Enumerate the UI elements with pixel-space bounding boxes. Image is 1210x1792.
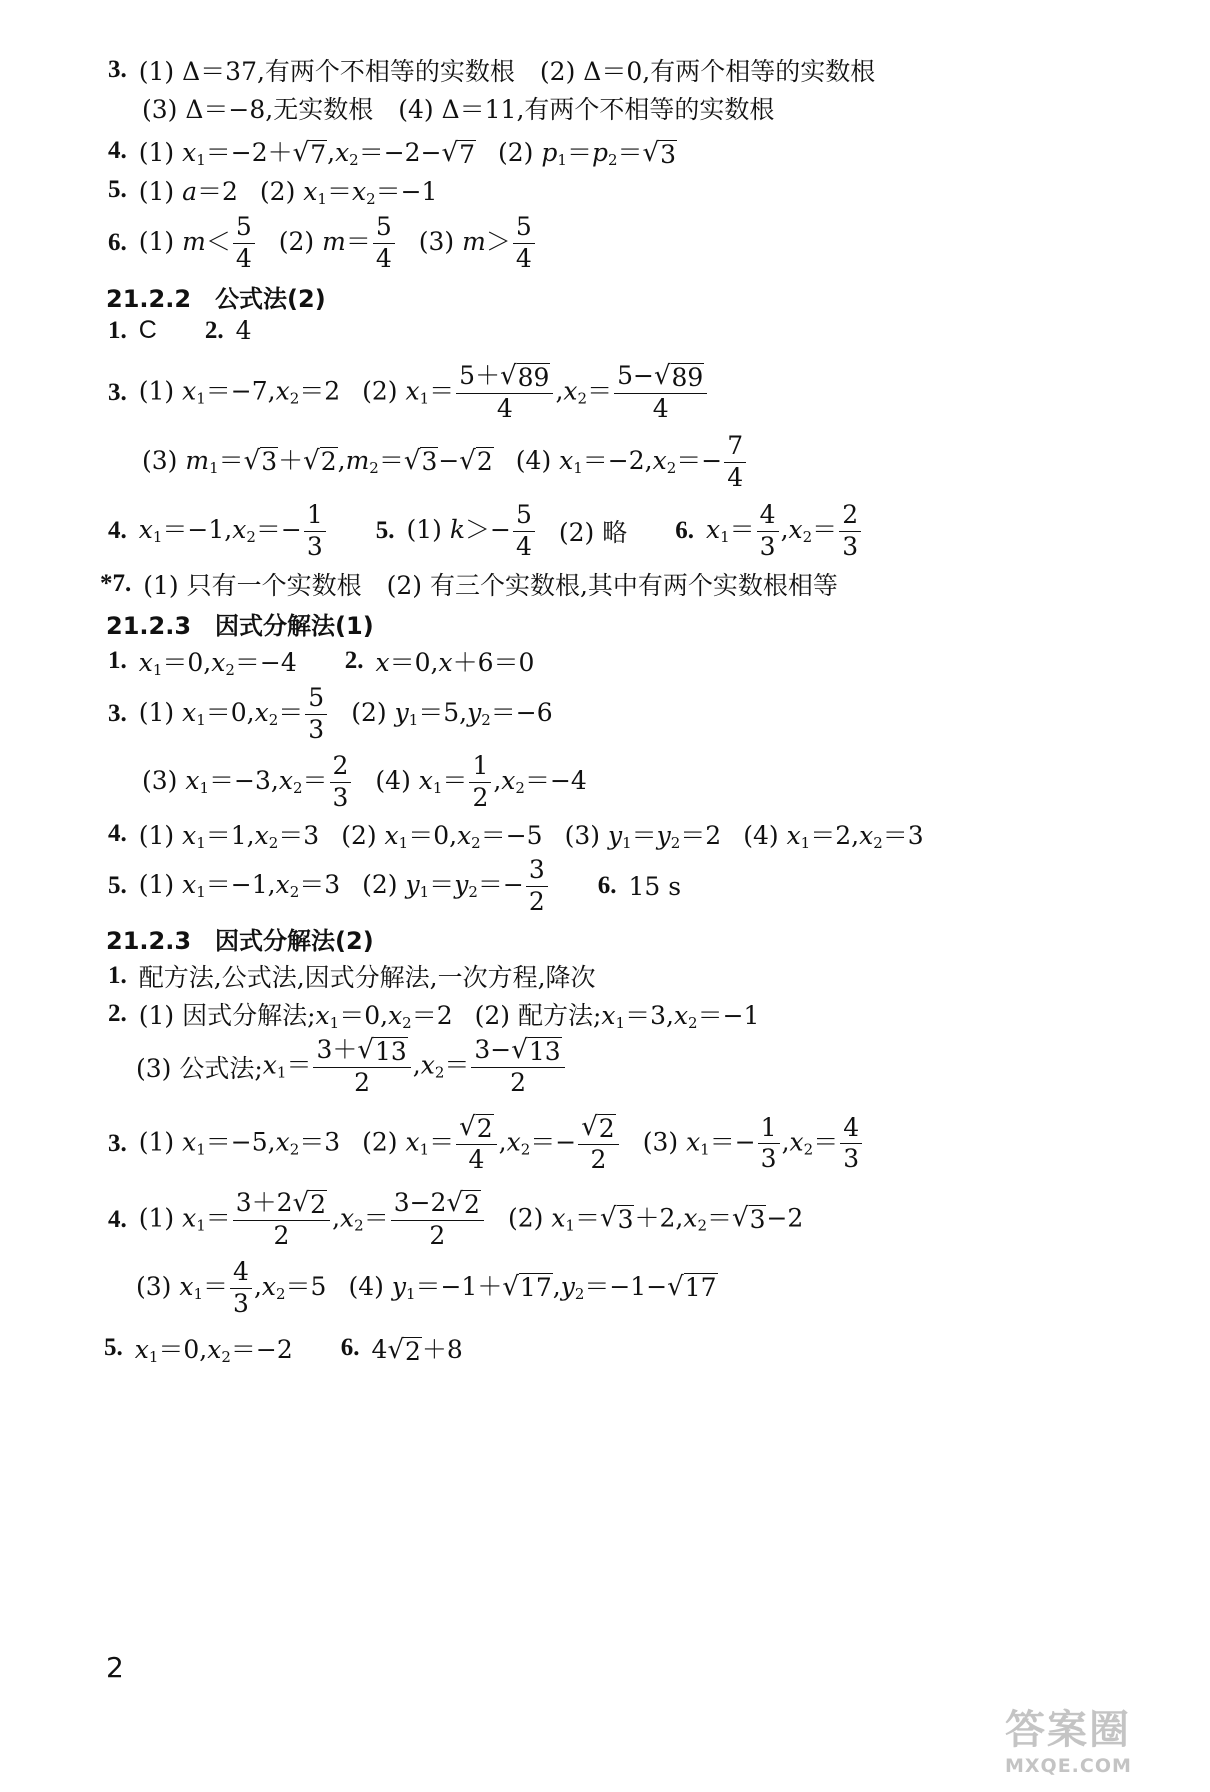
answer-4-5-6 <box>108 501 863 562</box>
formula: x＝0,x＋6＝0 <box>375 648 535 677</box>
item-number: 6. <box>675 517 694 545</box>
item-number: 1. <box>108 647 127 674</box>
answer-3-formula-1 <box>108 684 553 745</box>
answer-4-line-2 <box>136 1258 718 1319</box>
formula: (1) $x_1=-1,x_2=3$ (2) $y_1=y_2=-$ $\frac{3}{2}$ <box>139 856 550 917</box>
formula: (1) $x_1=-7,x_2=2$ (2) $x_1=$ 5＋ √ 89 4 $,x_2=$ 5− √ 89 4 <box>139 362 710 424</box>
answer-3-formula-1 <box>108 362 709 424</box>
answer-7 <box>100 566 838 602</box>
answer-text: (1) 因式分解法; <box>138 1001 316 1030</box>
answer-3 <box>108 1113 864 1175</box>
watermark-title: 答案圈 <box>1005 1707 1131 1753</box>
formula: (1) $x_1=-5,x_2=3$ (2) $x_1=$ √ 2 4 $,x_2=-$ √ 2 2 (3) $x_1=-$ $\frac{1}{3}$ $,x_2=$ $\frac{4}{3}$ <box>139 1113 864 1175</box>
item-number: 1. <box>108 962 127 989</box>
formula: (1) $x_1=-2+$ √ 7 $,x_2=-2-$ √ 7 (2) $p_1=p_2=$ √ 3 <box>138 138 677 169</box>
item-number: 6. <box>108 229 127 257</box>
item-number: 6. <box>340 1334 360 1361</box>
item-number: 4. <box>108 137 127 164</box>
formula: $x_1=3,x_2=-1$ <box>601 1001 760 1032</box>
formula: (1) $x_1=0,x_2=$ $\frac{5}{3}$ (2) $y_1=5,y_2=-6$ <box>138 683 553 744</box>
formula: 4 √ 2 ＋8 <box>371 1335 463 1366</box>
answer-1-2 <box>108 643 534 679</box>
answer-5 <box>108 172 437 208</box>
answer-3-line-2 <box>142 90 774 126</box>
formula: (1) k＞− $\frac{5}{4}$ <box>406 501 536 562</box>
answer-5-6 <box>108 856 681 917</box>
item-number: 5. <box>108 872 127 900</box>
answer-5-6 <box>104 1330 463 1366</box>
item-number: 2. <box>204 316 224 344</box>
item-number: 3. <box>108 56 127 83</box>
item-number: 3. <box>108 378 127 406</box>
section-heading: 21.2.2 公式法(2) <box>106 285 326 313</box>
page-number: 2 <box>106 1651 124 1684</box>
formula: (3) $x_1=-3,x_2=$ $\frac{2}{3}$ (4) $x_1=$ $\frac{1}{2}$ $,x_2=-4$ <box>142 751 587 812</box>
formula: (3) $x_1=$ $\frac{4}{3}$ $,x_2=5$ (4) $y_1=-1+$ √ 17 $,y_2=-1-$ √ 17 <box>136 1257 717 1318</box>
item-number: 4. <box>108 1205 127 1233</box>
answer-text: (1) 只有一个实数根 (2) 有三个实数根,其中有两个实数根相等 <box>143 571 838 600</box>
formula: (3) $m_1=$ √ 3 ＋ √ 2 $,m_2=$ √ 3 − √ 2 (4) $x_1=-2,x_2=-$ $\frac{7}{4}$ <box>142 432 748 493</box>
item-number: 4. <box>108 517 127 545</box>
answer-text: (2) 略 <box>558 518 628 548</box>
formula: $x_1=$ $\frac{4}{3}$ $,x_2=$ $\frac{2}{3}$ <box>706 501 863 562</box>
answer-2-line-2 <box>136 1036 567 1098</box>
answer-text: (1) Δ＝37,有两个不相等的实数根 (2) Δ＝0,有两个相等的实数根 <box>138 57 876 86</box>
formula: $x_1=$ 3＋ √ 13 2 $,x_2=$ 3− √ 13 2 <box>263 1036 567 1098</box>
answer-6 <box>108 213 537 274</box>
item-number: 1. <box>108 316 127 344</box>
answer-text: C <box>138 316 157 344</box>
section-heading: 21.2.3 因式分解法(2) <box>106 927 374 955</box>
item-number: 2. <box>344 647 364 674</box>
watermark-url: MXQE.COM <box>1005 1755 1132 1777</box>
answer-3-line-1 <box>108 52 875 88</box>
item-number: 6. <box>597 872 617 900</box>
answer-text: (2) 配方法; <box>474 1001 602 1030</box>
watermark-logo <box>1005 1698 1132 1777</box>
answer-4-line-1 <box>108 1189 803 1251</box>
formula: (1) $x_1=$ 3＋2 √ 2 2 $,x_2=$ 3−2 √ 2 2 (2) $x_1=$ √ 3 $+2,x_2=$ √ 3 −2 <box>138 1188 804 1250</box>
item-number: *7. <box>100 570 132 597</box>
answer-3-formula-2 <box>142 432 748 493</box>
answer-1 <box>108 958 596 994</box>
answer-text: (3) 公式法; <box>136 1053 263 1083</box>
answer-2-line-1 <box>108 996 759 1032</box>
item-number: 5. <box>104 1334 123 1361</box>
formula: $x_1=0,x_2=-4$ <box>138 648 297 679</box>
answer-4 <box>108 133 677 169</box>
answer-text: (3) Δ＝−8,无实数根 (4) Δ＝11,有两个不相等的实数根 <box>142 95 775 124</box>
item-number: 5. <box>375 517 395 545</box>
answer-1-2 <box>108 316 251 345</box>
formula: (1) $x_1=1,x_2=3$ (2) $x_1=0,x_2=-5$ (3) $y_1=y_2=2$ (4) $x_1=2,x_2=3$ <box>138 821 924 852</box>
answer-text: 配方法,公式法,因式分解法,一次方程,降次 <box>138 963 596 992</box>
formula: (1) a＝2 (2) $x_1=x_2=-1$ <box>138 177 438 208</box>
item-number: 3. <box>108 1129 127 1157</box>
formula: $x_1=0,x_2=-2$ <box>134 1335 293 1366</box>
answer-4 <box>108 816 924 852</box>
item-number: 3. <box>108 700 127 728</box>
section-heading: 21.2.3 因式分解法(1) <box>106 612 374 640</box>
answer-text: 15 s <box>628 871 682 901</box>
answer-3-formula-2 <box>142 752 587 813</box>
item-number: 4. <box>108 820 127 847</box>
item-number: 2. <box>108 1000 127 1027</box>
formula: $x_1=-1,x_2=-$ $\frac{1}{3}$ <box>139 501 328 562</box>
formula: $x_1=0,x_2=2$ <box>315 1001 453 1032</box>
item-number: 5. <box>108 176 127 203</box>
answer-text: 4 <box>235 316 252 345</box>
formula: (1) m＜ $\frac{5}{4}$ (2) m＝ $\frac{5}{4}$ (3) m＞ $\frac{5}{4}$ <box>139 213 537 274</box>
